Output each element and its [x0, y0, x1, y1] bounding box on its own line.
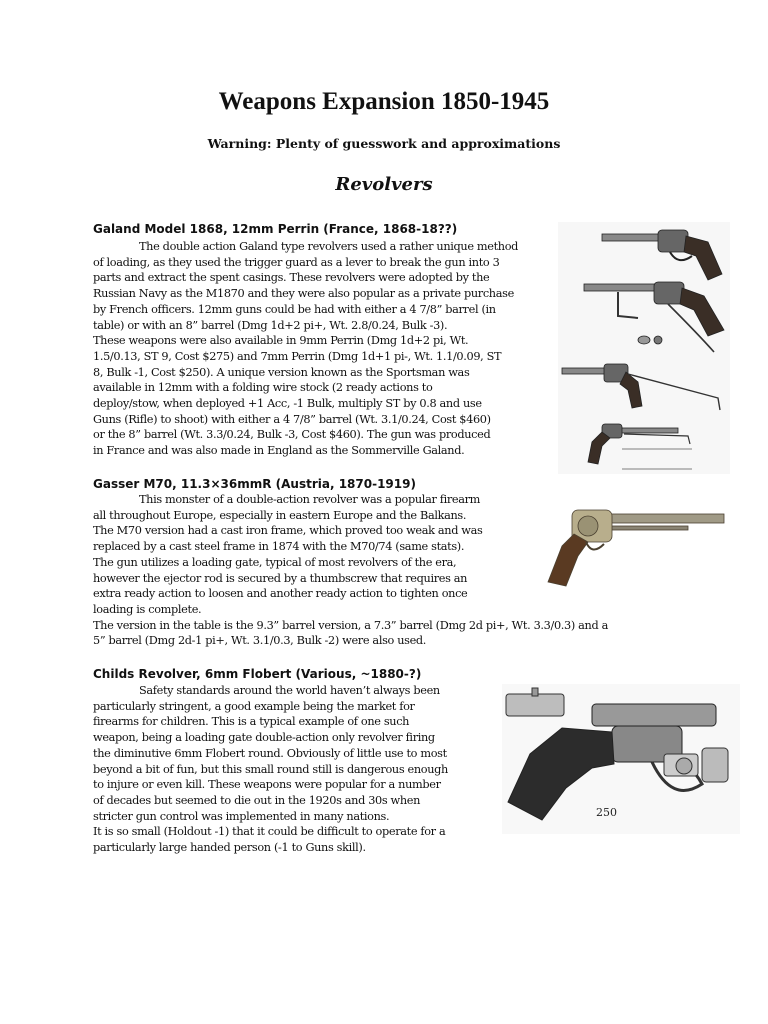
galand-revolver-illustration: [558, 222, 730, 474]
text-line: The version in the table is the 9.3” barrel version, a 7.3” barrel (Dmg 2d pi+, Wt. 3.3/0.3) and a: [93, 618, 608, 632]
text-line: firearms for children. This is a typical example of one such: [93, 715, 410, 729]
childs-revolver-illustration: [502, 684, 740, 834]
text-line: particularly stringent, a good example being the market for: [93, 699, 415, 713]
text-line: These weapons were also available in 9mm Perrin (Dmg 1d+2 pi, Wt.: [93, 334, 469, 348]
text-line: loading is complete.: [93, 602, 202, 616]
text-line: 8, Bulk -1, Cost $250). A unique version known as the Sportsman was: [93, 365, 470, 379]
text-line: available in 12mm with a folding wire stock (2 ready actions to: [93, 381, 433, 395]
text-line: It is so small (Holdout -1) that it could be difficult to operate for a: [93, 825, 446, 839]
text-line: The M70 version had a cast iron frame, which proved too weak and was: [93, 524, 483, 538]
text-line: Safety standards around the world haven’t always been: [139, 684, 440, 697]
text-line: Guns (Rifle) to shoot) with either a 4 7/8” barrel (Wt. 3.1/0.24, Cost $460): [93, 412, 491, 426]
entry-body-galand: [93, 239, 518, 459]
text-line: deploy/stow, when deployed +1 Acc, -1 Bulk, multiply ST by 0.8 and use: [93, 397, 482, 411]
text-line: 5” barrel (Dmg 2d-1 pi+, Wt. 3.1/0.3, Bulk -2) were also used.: [93, 634, 427, 648]
text-line: however the ejector rod is secured by a thumbscrew that requires an: [93, 571, 468, 585]
entry-body-gasser: [93, 492, 608, 649]
text-line: parts and extract the spent casings. These revolvers were adopted by the: [93, 271, 490, 285]
page-title: Weapons Expansion 1850-1945: [218, 88, 550, 115]
gasser-m70-revolver-image: [540, 496, 730, 592]
text-line: replaced by a cast steel frame in 1874 with the M70/74 (same stats).: [93, 540, 465, 554]
text-line: The double action Galand type revolvers used a rather unique method: [139, 240, 519, 253]
text-line: 1.5/0.13, ST 9, Cost $275) and 7mm Perrin (Dmg 1d+1 pi-, Wt. 1.1/0.09, ST: [93, 349, 502, 363]
warning-note: Warning: Plenty of guesswork and approximations: [207, 136, 561, 151]
entry-heading-gasser: Gasser M70, 11.3×36mmR (Austria, 1870-1919): [93, 477, 416, 491]
text-line: particularly large handed person (-1 to Guns skill).: [93, 841, 366, 855]
text-line: weapon, being a loading gate double-action only revolver firing: [93, 731, 435, 745]
entry-heading-childs: Childs Revolver, 6mm Flobert (Various, ~1880-?): [93, 667, 422, 681]
text-line: extra ready action to loosen and another ready action to tighten once: [93, 587, 468, 601]
text-line: The gun utilizes a loading gate, typical of most revolvers of the era,: [93, 555, 457, 569]
text-line: This monster of a double-action revolver was a popular firearm: [139, 493, 481, 506]
entry-heading-galand: Galand Model 1868, 12mm Perrin (France, 1868-18??): [93, 222, 458, 236]
text-line: to injure or even kill. These weapons were popular for a number: [93, 778, 441, 792]
figure-caption-number: 250: [596, 806, 617, 819]
text-line: of loading, as they used the trigger guard as a lever to break the gun into 3: [93, 255, 500, 269]
text-line: or the 8” barrel (Wt. 3.3/0.24, Bulk -3, Cost $460). The gun was produced: [93, 428, 491, 442]
text-line: by French officers. 12mm guns could be had with either a 4 7/8” barrel (in: [93, 302, 496, 316]
text-line: stricter gun control was implemented in many nations.: [93, 809, 390, 823]
section-title-revolvers: Revolvers: [335, 174, 433, 195]
text-line: the diminutive 6mm Flobert round. Obviously of little use to most: [93, 746, 447, 760]
text-line: of decades but seemed to die out in the 1920s and 30s when: [93, 793, 421, 807]
entry-body-childs: [93, 683, 448, 856]
text-line: beyond a bit of fun, but this small round still is dangerous enough: [93, 762, 448, 776]
text-line: all throughout Europe, especially in eastern Europe and the Balkans.: [93, 508, 467, 522]
text-line: Russian Navy as the M1870 and they were also popular as a private purchase: [93, 287, 514, 301]
text-line: in France and was also made in England as the Sommerville Galand.: [93, 444, 465, 458]
text-line: table) or with an 8” barrel (Dmg 1d+2 pi+, Wt. 2.8/0.24, Bulk -3).: [93, 318, 448, 332]
